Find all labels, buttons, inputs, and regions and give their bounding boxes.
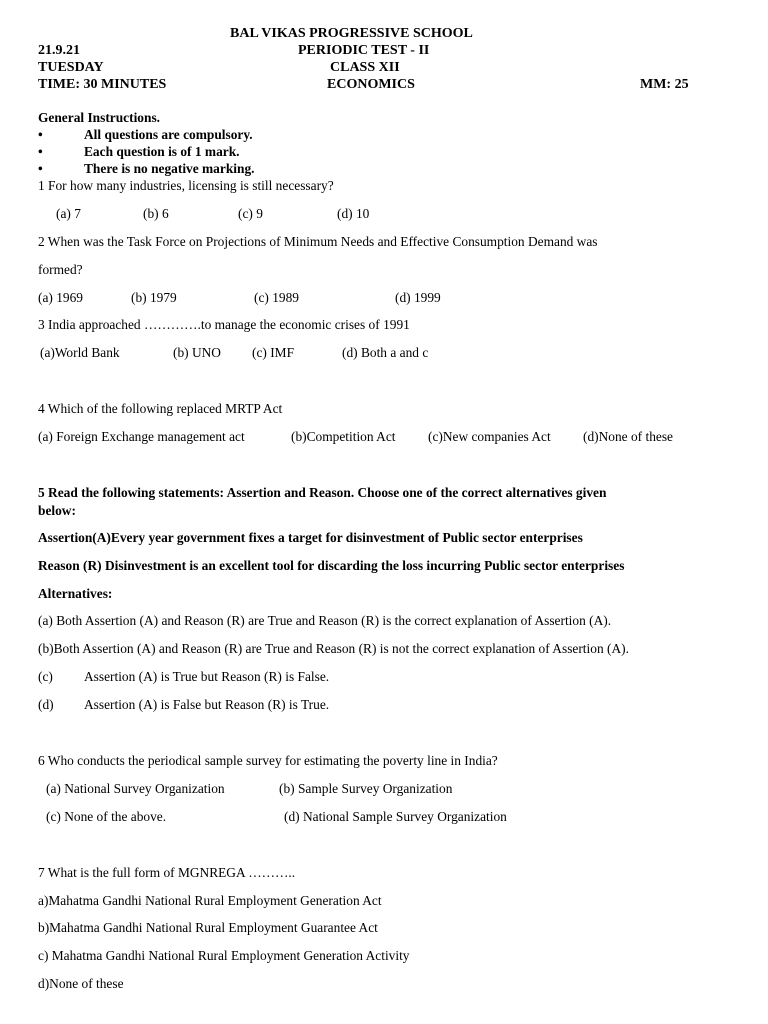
q4-option-a: (a) Foreign Exchange management act bbox=[38, 429, 245, 444]
q1-option-b: (b) 6 bbox=[143, 206, 169, 221]
q5-alternative-d-label: (d) bbox=[38, 697, 54, 712]
question-4-text: 4 Which of the following replaced MRTP Act bbox=[38, 401, 283, 416]
q5-alternative-a: (a) Both Assertion (A) and Reason (R) are True and Reason (R) is the correct explanation of Assertion (A). bbox=[38, 613, 612, 628]
q7-option-d: d)None of these bbox=[38, 976, 124, 991]
max-marks: MM: 25 bbox=[640, 77, 689, 92]
instruction-item: There is no negative marking. bbox=[84, 161, 255, 176]
q3-option-a: (a)World Bank bbox=[40, 345, 120, 360]
question-7-text: 7 What is the full form of MGNREGA ……….. bbox=[38, 865, 296, 880]
bullet-icon: • bbox=[38, 144, 43, 159]
class-label: CLASS XII bbox=[330, 60, 400, 75]
q7-option-c: c) Mahatma Gandhi National Rural Employment Generation Activity bbox=[38, 948, 410, 963]
question-2-text: 2 When was the Task Force on Projections of Minimum Needs and Effective Consumption Demand was bbox=[38, 234, 598, 249]
q4-option-d: (d)None of these bbox=[583, 429, 673, 444]
question-5-text: 5 Read the following statements: Assertion and Reason. Choose one of the correct alternatives given bbox=[38, 485, 607, 500]
subject-label: ECONOMICS bbox=[327, 77, 415, 92]
question-3-text: 3 India approached ………….to manage the economic crises of 1991 bbox=[38, 317, 410, 332]
q2-option-c: (c) 1989 bbox=[254, 290, 299, 305]
q6-option-a: (a) National Survey Organization bbox=[46, 781, 225, 796]
instruction-item: Each question is of 1 mark. bbox=[84, 144, 240, 159]
question-5-text-cont: below: bbox=[38, 503, 76, 518]
q5-reason: Reason (R) Disinvestment is an excellent tool for discarding the loss incurring Public sector enterprises bbox=[38, 558, 625, 573]
instructions-title: General Instructions. bbox=[38, 110, 160, 125]
instruction-item: All questions are compulsory. bbox=[84, 127, 253, 142]
bullet-icon: • bbox=[38, 127, 43, 142]
q7-option-a: a)Mahatma Gandhi National Rural Employment Generation Act bbox=[38, 893, 382, 908]
q5-assertion: Assertion(A)Every year government fixes a target for disinvestment of Public sector enterprises bbox=[38, 530, 583, 545]
q7-option-b: b)Mahatma Gandhi National Rural Employment Guarantee Act bbox=[38, 920, 378, 935]
q6-option-c: (c) None of the above. bbox=[46, 809, 167, 824]
test-day: TUESDAY bbox=[38, 60, 104, 75]
q4-option-c: (c)New companies Act bbox=[428, 429, 551, 444]
test-date: 21.9.21 bbox=[38, 43, 80, 58]
q5-alternative-b: (b)Both Assertion (A) and Reason (R) are True and Reason (R) is not the correct explanation of Assertion (A). bbox=[38, 641, 629, 656]
q5-alternative-d: Assertion (A) is False but Reason (R) is True. bbox=[84, 697, 330, 712]
q5-alternative-c-label: (c) bbox=[38, 669, 53, 684]
q5-alternative-c: Assertion (A) is True but Reason (R) is False. bbox=[84, 669, 330, 684]
time-label: TIME: 30 MINUTES bbox=[38, 77, 167, 92]
q6-option-d: (d) National Sample Survey Organization bbox=[284, 809, 507, 824]
question-1-text: 1 For how many industries, licensing is still necessary? bbox=[38, 178, 334, 193]
q2-option-b: (b) 1979 bbox=[131, 290, 177, 305]
school-name: BAL VIKAS PROGRESSIVE SCHOOL bbox=[230, 26, 473, 41]
bullet-icon: • bbox=[38, 161, 43, 176]
q6-option-b: (b) Sample Survey Organization bbox=[279, 781, 453, 796]
q1-option-a: (a) 7 bbox=[56, 206, 81, 221]
q1-option-c: (c) 9 bbox=[238, 206, 263, 221]
q4-option-b: (b)Competition Act bbox=[291, 429, 396, 444]
q5-alternatives-label: Alternatives: bbox=[38, 586, 113, 601]
question-2-text-cont: formed? bbox=[38, 262, 83, 277]
q2-option-d: (d) 1999 bbox=[395, 290, 441, 305]
q3-option-b: (b) UNO bbox=[173, 345, 221, 360]
q3-option-d: (d) Both a and c bbox=[342, 345, 429, 360]
test-title: PERIODIC TEST - II bbox=[298, 43, 430, 58]
q3-option-c: (c) IMF bbox=[252, 345, 295, 360]
q2-option-a: (a) 1969 bbox=[38, 290, 83, 305]
question-6-text: 6 Who conducts the periodical sample survey for estimating the poverty line in India? bbox=[38, 753, 498, 768]
q1-option-d: (d) 10 bbox=[337, 206, 370, 221]
